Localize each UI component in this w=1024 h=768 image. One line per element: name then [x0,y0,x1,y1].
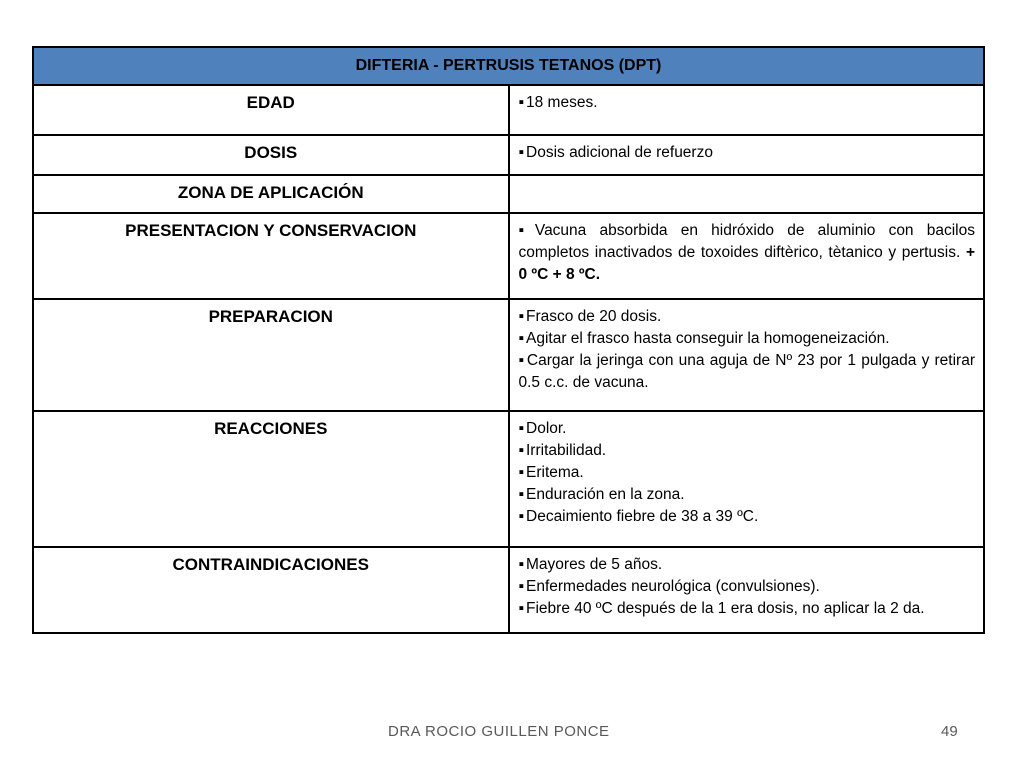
vaccine-table [32,46,985,634]
table-row [33,135,984,175]
row-label: PREPARACION [33,299,509,411]
bullet-text: 18 meses. [526,94,598,111]
page-number: 49 [941,723,958,740]
table-row [33,299,984,411]
bullet-item [519,328,976,350]
bullet-text: Vacuna absorbida en hidróxido de aluminio con bacilos completos inactivados de toxoides diftèrico, tètanico y pertusis. [518,222,975,261]
table-header-row [33,47,984,85]
bullet-item [519,306,976,328]
bullet-text: Enfermedades neurológica (convulsiones). [526,578,820,595]
row-value [509,85,985,135]
bullet-item [519,418,976,440]
bullet-item [519,576,976,598]
bullet-text: Frasco de 20 dosis. [526,308,662,325]
row-label: REACCIONES [33,411,509,547]
bullet-item [519,506,976,528]
row-value [509,547,985,633]
row-value [509,299,985,411]
row-value [509,213,985,299]
row-label: EDAD [33,85,509,135]
bullet-item [519,220,976,286]
bullet-text: Mayores de 5 años. [526,556,663,573]
row-label: DOSIS [33,135,509,175]
table-row [33,411,984,547]
bullet-item [519,484,976,506]
bullet-item [519,462,976,484]
row-value [509,411,985,547]
bullet-item [519,350,976,394]
bullet-text: Irritabilidad. [526,442,607,459]
bullet-text: Enduración en la zona. [526,486,685,503]
footer-author: DRA ROCIO GUILLEN PONCE [388,723,610,740]
bullet-item [519,142,976,164]
row-label: PRESENTACION Y CONSERVACION [33,213,509,299]
row-label: CONTRAINDICACIONES [33,547,509,633]
table-row [33,213,984,299]
bullet-text: Dosis adicional de refuerzo [526,144,713,161]
row-value [509,135,985,175]
bullet-text: Eritema. [526,464,584,481]
bullet-text: Fiebre 40 ºC después de la 1 era dosis, no aplicar la 2 da. [526,600,925,617]
table-row [33,85,984,135]
row-value [509,175,985,213]
bullet-text: Agitar el frasco hasta conseguir la homogeneización. [526,330,890,347]
bullet-text: Dolor. [526,420,567,437]
bullet-item [519,440,976,462]
table-title: DIFTERIA - PERTRUSIS TETANOS (DPT) [33,47,984,85]
bullet-text: Cargar la jeringa con una aguja de Nº 23 por 1 pulgada y retirar 0.5 c.c. de vacuna. [518,352,975,391]
temperature-range: + 0 ºC + 8 ºC. [518,244,975,283]
bullet-item [519,554,976,576]
bullet-item [519,598,976,620]
table-row [33,547,984,633]
bullet-item [519,92,976,114]
table-row [33,175,984,213]
table-body [33,85,984,633]
bullet-text: Decaimiento fiebre de 38 a 39 ºC. [526,508,759,525]
row-label: ZONA DE APLICACIÓN [33,175,509,213]
